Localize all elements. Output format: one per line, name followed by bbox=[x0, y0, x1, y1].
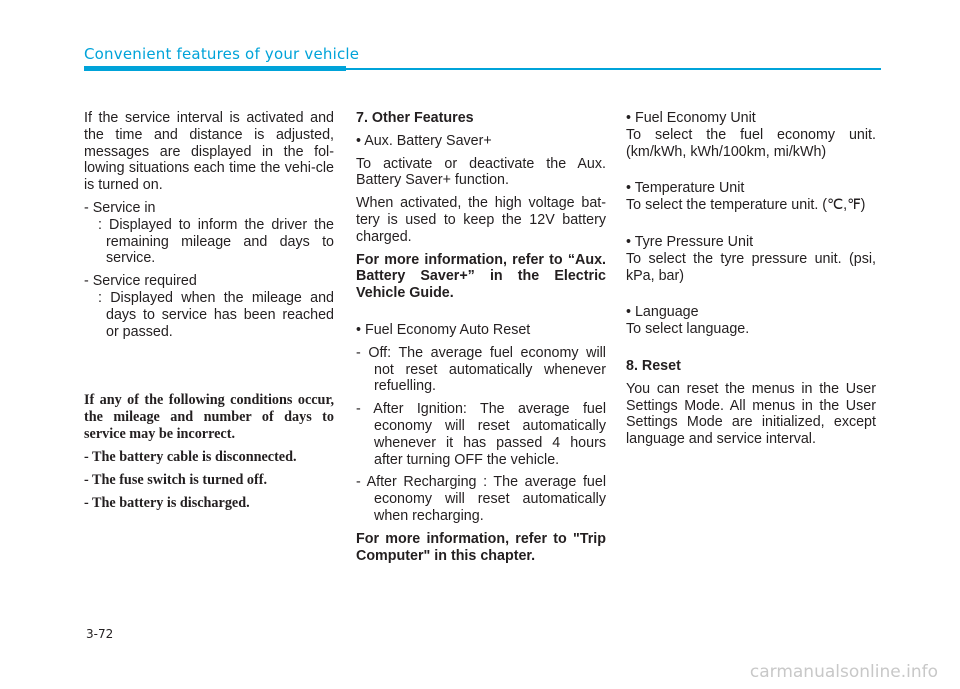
fuel-reset-item: - After Recharging : The average fuel economy will reset automatically when recharging. bbox=[356, 474, 606, 524]
temperature-unit-desc: To select the temperature unit. (℃,℉) bbox=[626, 197, 866, 214]
trip-computer-note: For more information, refer to "Trip Computer" in this chapter. bbox=[356, 530, 606, 564]
tyre-pressure-unit-desc: To select the tyre pressure unit. (psi, kPa, bar) bbox=[626, 250, 876, 284]
language-title: • Language bbox=[626, 304, 699, 321]
caution-text: If any of the following conditions occur, the mileage and number of days to service may be incorrect. bbox=[84, 392, 334, 443]
reset-desc: You can reset the menus in the User Settings Mode. All menus in the User Settings Mode are initialized, except language and service interval. bbox=[626, 380, 876, 448]
aux-battery-desc-2: When activated, the high voltage bat-tery is used to keep the 12V battery charged. bbox=[356, 195, 606, 245]
fuel-reset-item: - Off: The average fuel economy will not reset automatically whenever refuelling. bbox=[356, 344, 606, 395]
fuel-unit-desc: To select the fuel economy unit. (km/kWh, kWh/100km, mi/kWh) bbox=[626, 126, 876, 160]
header-divider bbox=[346, 68, 881, 70]
aux-battery-note: For more information, refer to “Aux. Battery Saver+” in the Electric Vehicle Guide. bbox=[356, 251, 606, 302]
service-required-desc: : Displayed when the mileage and days to service has been reached or passed. bbox=[98, 289, 334, 340]
column-right bbox=[626, 110, 876, 448]
service-intro: If the service interval is activated and the time and distance is adjusted, messages are displayed in the fol-lowing situations each time the vehi-cle is turned on. bbox=[84, 110, 334, 194]
temperature-unit-title: • Temperature Unit bbox=[626, 180, 745, 197]
watermark: carmanualsonline.info bbox=[749, 662, 938, 682]
page-number: 3-72 bbox=[86, 627, 114, 641]
section-title-bar bbox=[84, 66, 346, 71]
fuel-unit-title: • Fuel Economy Unit bbox=[626, 110, 756, 126]
service-in-label: - Service in bbox=[84, 199, 156, 216]
service-required-label: - Service required bbox=[84, 273, 197, 290]
service-in-desc: : Displayed to inform the driver the remaining mileage and days to service. bbox=[98, 216, 334, 267]
fuel-reset-title: • Fuel Economy Auto Reset bbox=[356, 321, 531, 338]
column-left bbox=[84, 110, 334, 512]
column-middle bbox=[356, 110, 606, 564]
other-features-heading: 7. Other Features bbox=[356, 110, 474, 126]
caution-item: - The battery is discharged. bbox=[84, 495, 250, 512]
reset-heading: 8. Reset bbox=[626, 357, 681, 374]
caution-item: - The fuse switch is turned off. bbox=[84, 472, 267, 489]
fuel-reset-item: - After Ignition: The average fuel economy will reset automatically whenever it has passed 4 hours after turning OFF the vehicle. bbox=[356, 401, 606, 468]
aux-battery-title: • Aux. Battery Saver+ bbox=[356, 132, 492, 149]
aux-battery-desc: To activate or deactivate the Aux. Battery Saver+ function. bbox=[356, 155, 606, 189]
caution-item: - The battery cable is disconnected. bbox=[84, 449, 297, 466]
section-title: Convenient features of your vehicle bbox=[84, 45, 360, 63]
tyre-pressure-unit-title: • Tyre Pressure Unit bbox=[626, 233, 754, 250]
caution-block bbox=[84, 392, 334, 512]
language-desc: To select language. bbox=[626, 321, 750, 338]
